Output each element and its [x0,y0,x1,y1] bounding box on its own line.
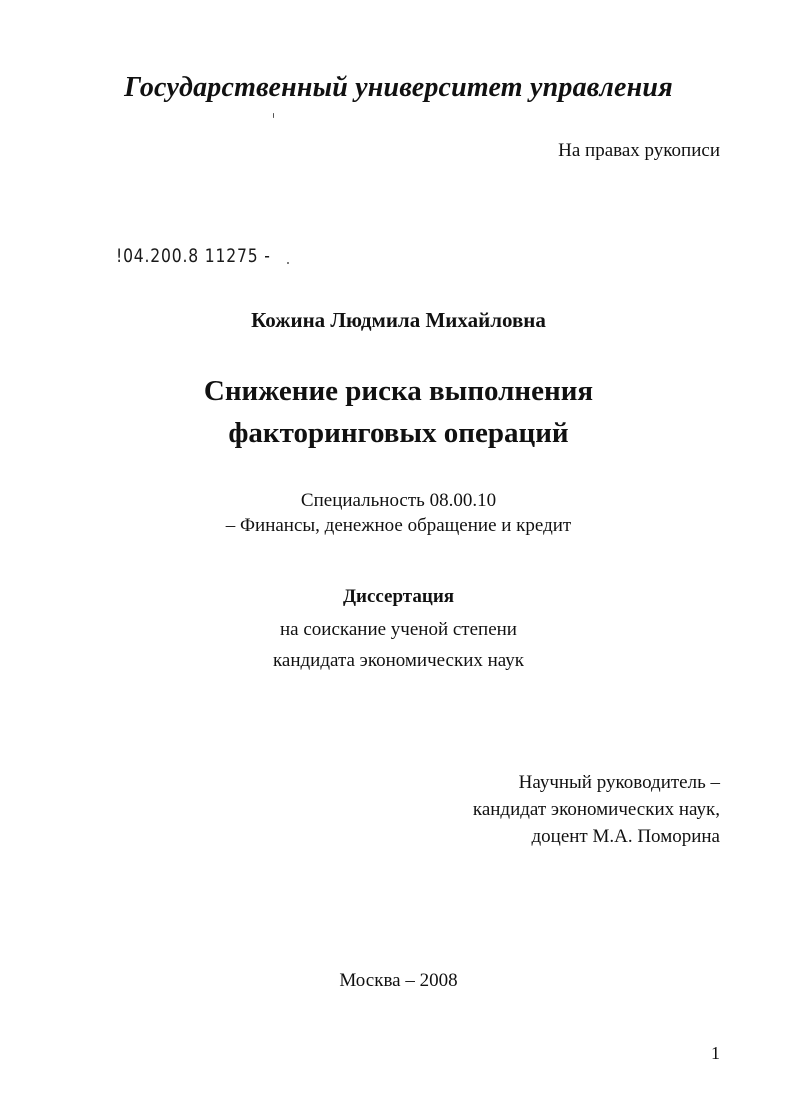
degree-line-2: кандидата экономических наук [272,650,525,671]
specialty-code: Специальность 08.00.10 [300,490,497,511]
scan-speck [287,262,289,264]
page-number: 1 [711,1043,720,1063]
supervisor-degree: кандидат экономических наук, [472,799,720,820]
specialty-name: – Финансы, денежное обращение и кредит [225,515,572,536]
degree-line-1: на соискание ученой степени [280,619,517,640]
dissertation-title [0,370,797,454]
title-line-2: факторинговых операций [228,417,569,449]
archive-stamp: !04.200.8 11275 - [116,245,271,267]
title-line-1: Снижение риска выполнения [203,375,594,407]
city-year: Москва – 2008 [339,970,458,991]
dissertation-heading: Диссертация [342,586,455,607]
author-name: Кожина Людмила Михайловна [251,308,546,332]
scan-speck [273,113,274,118]
rights-note: На правах рукописи [558,140,720,161]
university-name: Государственный университет управления [124,72,673,103]
supervisor-name: доцент М.А. Поморина [531,826,720,847]
supervisor-label: Научный руководитель – [518,772,720,793]
